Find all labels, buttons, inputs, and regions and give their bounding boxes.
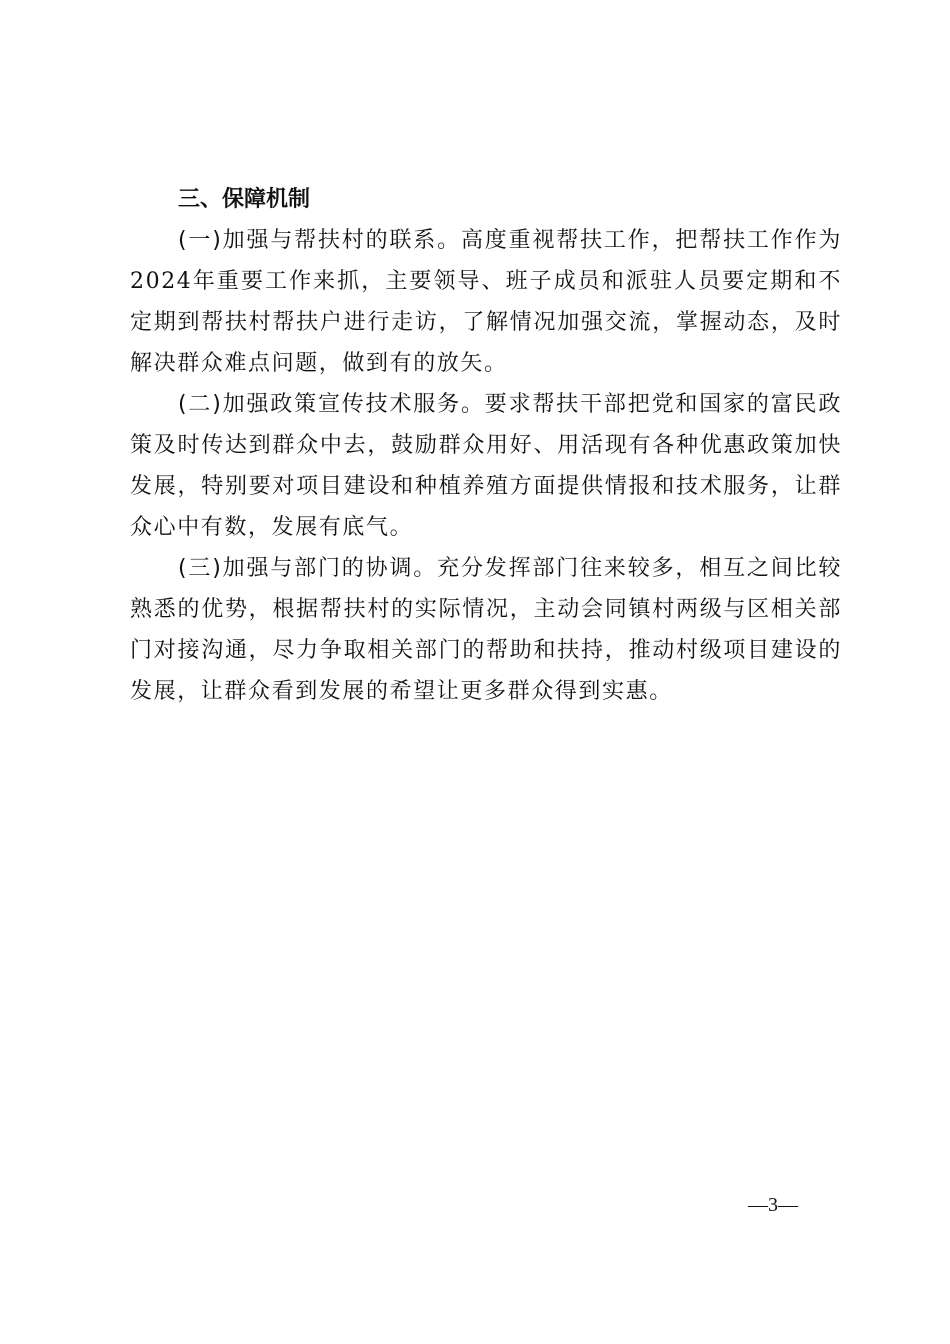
- section-heading: 三、保障机制: [178, 187, 311, 212]
- paragraph-2-body: 要求帮扶干部把党和国家的富民政策及时传达到群众中去，鼓励群众用好、用活现有各种优惠政策加快发展，特别要对项目建设和种植养殖方面提供情报和技术服务，让群众心中有数，发展有底气。: [130, 392, 842, 540]
- paragraph-2-lead: (二)加强政策宣传技术服务。: [178, 392, 485, 417]
- paragraph-3-lead: (三)加强与部门的协调。: [178, 556, 438, 581]
- paragraph-1-lead: (一)加强与帮扶村的联系。: [178, 228, 461, 253]
- page-number: —3—: [748, 1194, 798, 1216]
- paragraph-2: [130, 384, 842, 548]
- paragraph-1-body: 高度重视帮扶工作，把帮扶工作作为2024年重要工作来抓，主要领导、班子成员和派驻人员要定期和不定期到帮扶村帮扶户进行走访，了解情况加强交流，掌握动态，及时解决群众难点问题，做到有的放矢。: [130, 228, 842, 376]
- paragraph-1: [130, 220, 842, 384]
- paragraph-3-body: 充分发挥部门往来较多，相互之间比较熟悉的优势，根据帮扶村的实际情况，主动会同镇村两级与区相关部门对接沟通，尽力争取相关部门的帮助和扶持，推动村级项目建设的发展，让群众看到发展的希望让更多群众得到实惠。: [130, 556, 842, 704]
- document-body: [130, 180, 842, 712]
- paragraph-3: [130, 548, 842, 712]
